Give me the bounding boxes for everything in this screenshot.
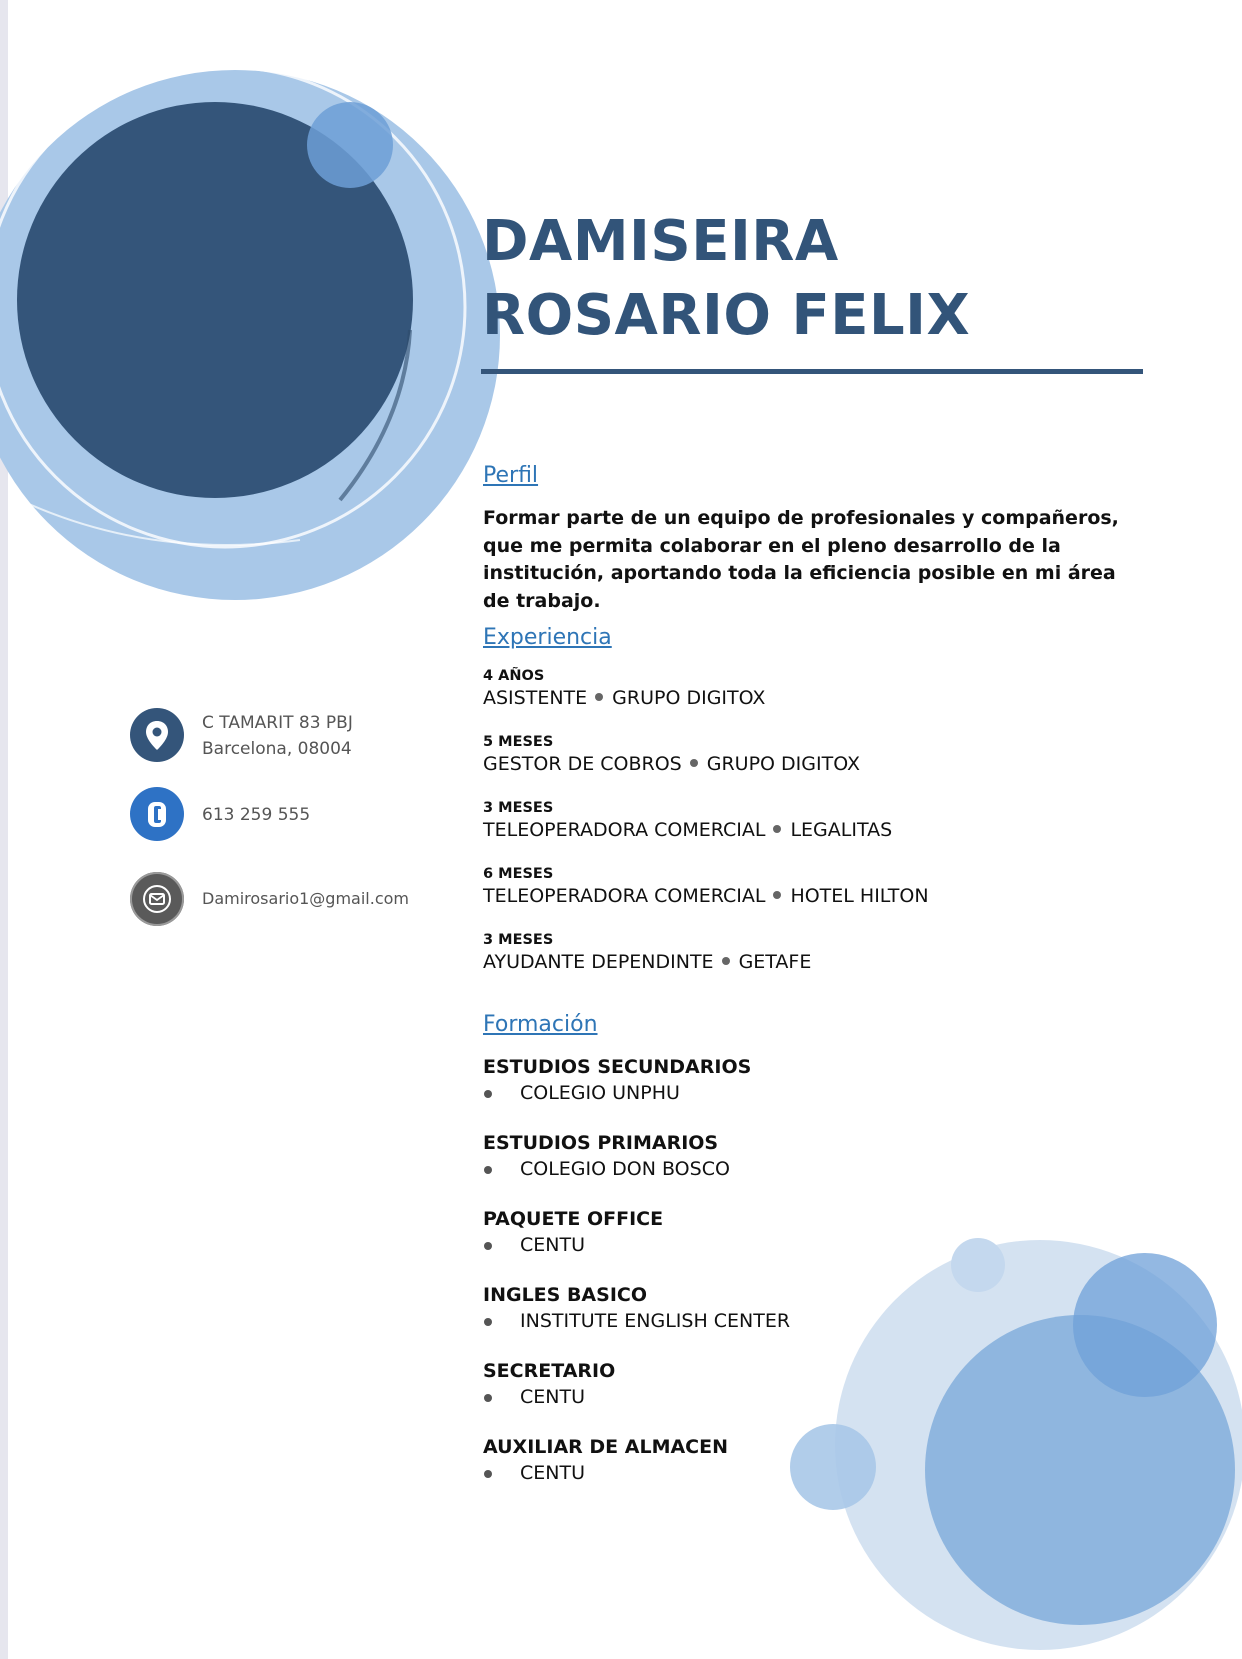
experience-role-line <box>483 686 765 710</box>
education-place-label: INSTITUTE ENGLISH CENTER <box>520 1310 791 1332</box>
experience-role: ASISTENTE <box>483 687 588 709</box>
bullet-dot-icon <box>484 1166 492 1174</box>
education-heading: Formación <box>483 1012 598 1037</box>
education-place <box>483 1156 730 1182</box>
experience-company: LEGALITAS <box>790 819 893 841</box>
experience-company: GRUPO DIGITOX <box>706 753 860 775</box>
education-item <box>483 1434 728 1486</box>
bullet-dot-icon <box>484 1242 492 1250</box>
location-pin-icon <box>130 708 184 762</box>
phone-number: 613 259 555 <box>202 805 311 825</box>
education-title: AUXILIAR DE ALMACEN <box>483 1436 729 1458</box>
education-place <box>483 1232 663 1258</box>
bullet-dot-icon <box>773 825 781 833</box>
education-item <box>483 1054 751 1106</box>
header-divider <box>481 369 1143 374</box>
education-title: SECRETARIO <box>483 1360 616 1382</box>
education-item <box>483 1358 615 1410</box>
experience-role-line <box>483 884 929 908</box>
address-line-2: Barcelona, 08004 <box>202 739 352 759</box>
address-line-1: C TAMARIT 83 PBJ <box>202 713 353 733</box>
experience-company: GRUPO DIGITOX <box>612 687 766 709</box>
education-title: ESTUDIOS SECUNDARIOS <box>483 1056 752 1078</box>
experience-role-line <box>483 950 811 974</box>
education-place-label: CENTU <box>520 1462 585 1484</box>
envelope-icon <box>130 872 184 926</box>
experience-item <box>483 732 860 776</box>
education-item <box>483 1206 663 1258</box>
bullet-dot-icon <box>773 891 781 899</box>
education-item <box>483 1130 730 1182</box>
bullet-dot-icon <box>690 759 698 767</box>
bullet-dot-icon <box>722 957 730 965</box>
experience-item <box>483 930 811 974</box>
experience-role-line <box>483 818 892 842</box>
education-place-label: CENTU <box>520 1234 585 1256</box>
education-item <box>483 1282 790 1334</box>
education-place <box>483 1308 790 1334</box>
experience-item <box>483 798 892 842</box>
experience-duration: 6 MESES <box>483 866 554 882</box>
profile-text: Formar parte de un equipo de profesionales y compañeros, que me permita colaborar en el pleno desarrollo de la institución, aportando toda la eficiencia posible en mi área de trabajo. <box>483 507 1119 612</box>
education-place <box>483 1384 615 1410</box>
education-place-label: COLEGIO UNPHU <box>520 1082 680 1104</box>
bullet-dot-icon <box>484 1090 492 1098</box>
experience-role-line <box>483 752 860 776</box>
experience-duration: 3 MESES <box>483 932 554 948</box>
experience-company: GETAFE <box>738 951 812 973</box>
experience-role: TELEOPERADORA COMERCIAL <box>483 885 766 907</box>
experience-role: AYUDANTE DEPENDINTE <box>483 951 714 973</box>
experience-duration: 4 AÑOS <box>483 668 545 684</box>
experience-heading: Experiencia <box>483 625 612 650</box>
address <box>202 710 353 762</box>
bullet-dot-icon <box>484 1318 492 1326</box>
name-line-2: ROSARIO FELIX <box>482 283 971 348</box>
education-place <box>483 1460 728 1486</box>
education-title: ESTUDIOS PRIMARIOS <box>483 1132 719 1154</box>
experience-item <box>483 666 765 710</box>
top-left-circle-group <box>0 67 500 600</box>
education-place-label: COLEGIO DON BOSCO <box>520 1158 730 1180</box>
email-address: Damirosario1@gmail.com <box>202 889 409 908</box>
experience-role: TELEOPERADORA COMERCIAL <box>483 819 766 841</box>
education-title: INGLES BASICO <box>483 1284 647 1306</box>
bottom-right-circle-group <box>790 1238 1242 1650</box>
education-place <box>483 1080 751 1106</box>
experience-duration: 3 MESES <box>483 800 554 816</box>
bullet-dot-icon <box>484 1470 492 1478</box>
experience-company: HOTEL HILTON <box>790 885 929 907</box>
experience-item <box>483 864 929 908</box>
education-place-label: CENTU <box>520 1386 585 1408</box>
experience-duration: 5 MESES <box>483 734 554 750</box>
experience-role: GESTOR DE COBROS <box>483 753 682 775</box>
education-title: PAQUETE OFFICE <box>483 1208 664 1230</box>
bullet-dot-icon <box>595 693 603 701</box>
phone-icon <box>130 787 184 841</box>
candidate-name <box>482 205 970 353</box>
name-line-1: DAMISEIRA <box>482 209 839 274</box>
profile-heading: Perfil <box>483 463 539 488</box>
bullet-dot-icon <box>484 1394 492 1402</box>
